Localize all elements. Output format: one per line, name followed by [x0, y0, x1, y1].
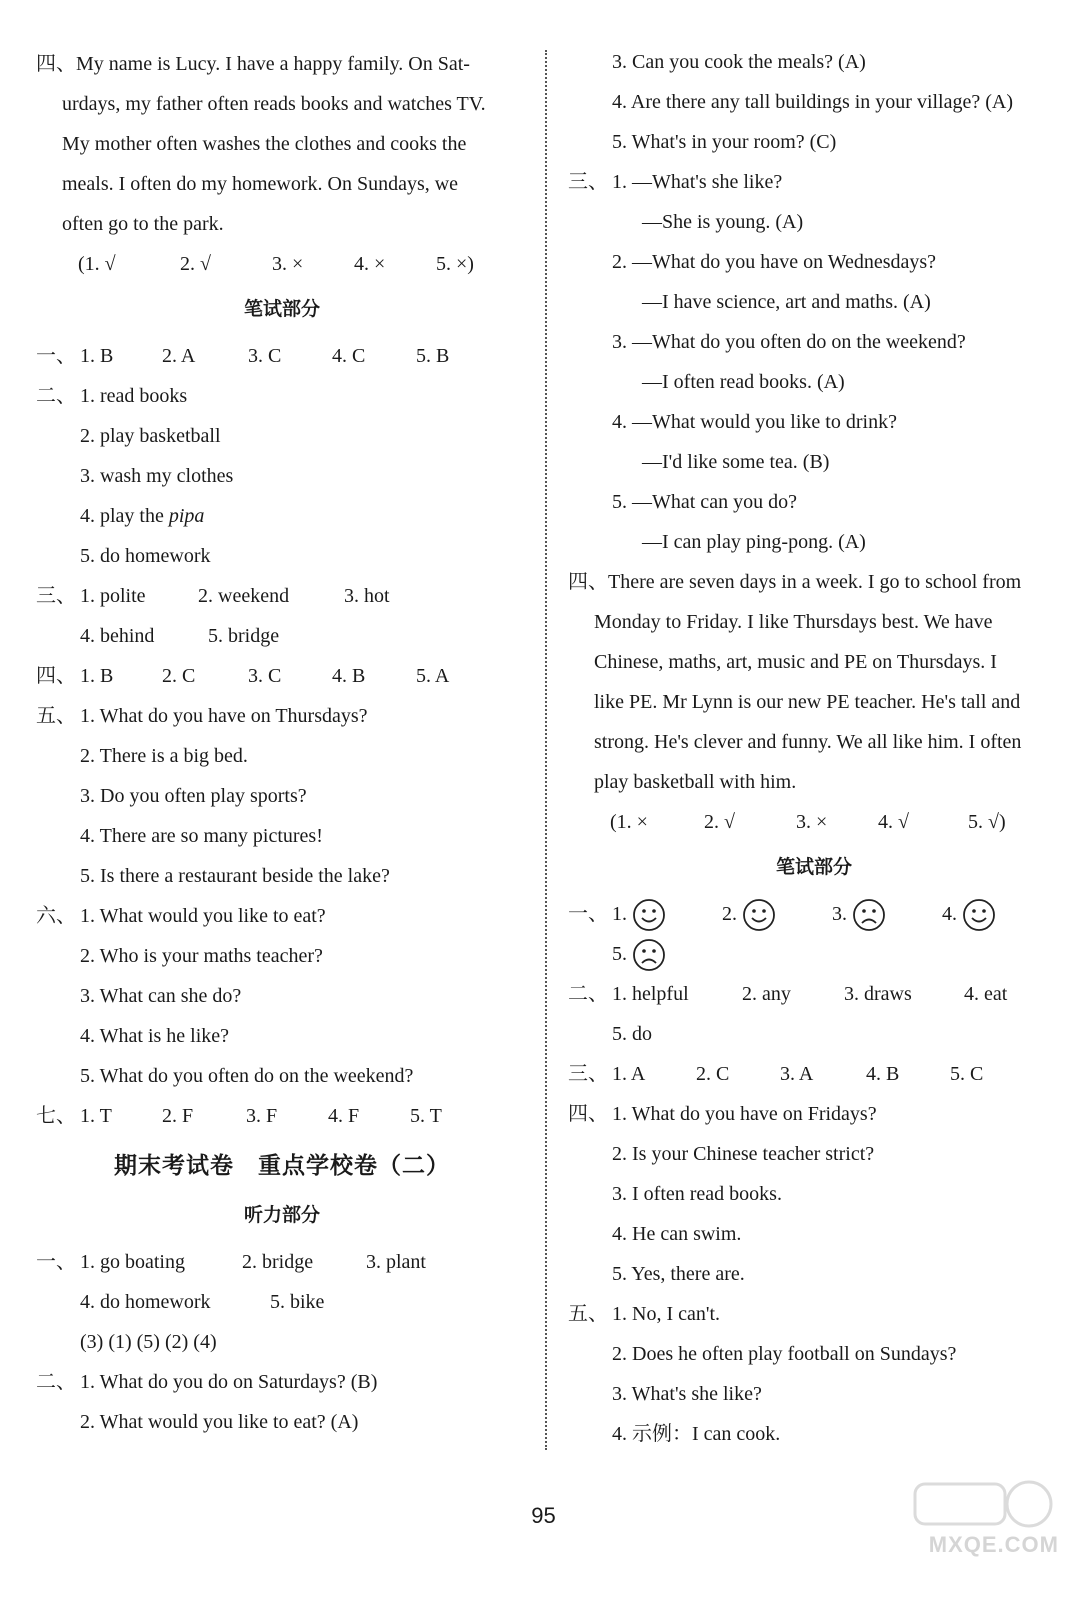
page-number: 95	[531, 1503, 556, 1528]
watermark-text: MXQE.COM	[928, 1532, 1059, 1557]
passage-line: urdays, my father often reads books and watches TV.	[62, 93, 486, 115]
section-label: 六、	[36, 905, 76, 927]
dialogue-line: 5. —What can you do?	[612, 491, 797, 513]
answer-item: 4. C	[332, 345, 366, 367]
answer-item: 3. What's she like?	[612, 1383, 762, 1405]
answer-item: 2. A	[162, 345, 196, 367]
passage-answers	[36, 244, 528, 284]
dialogue-line: —She is young. (A)	[642, 211, 804, 233]
listening-section-2	[36, 1362, 528, 1442]
answer-item: 1. A	[612, 1063, 646, 1085]
answer-item: 5. T	[410, 1105, 442, 1127]
answer-item: 2. What would you like to eat? (A)	[80, 1411, 359, 1433]
section-label: 三、	[36, 585, 76, 607]
answer-item: 3. Can you cook the meals? (A)	[612, 51, 866, 73]
answer-item: 3. plant	[366, 1251, 426, 1273]
answer-item: 4. √	[878, 811, 909, 833]
smiley-item	[612, 934, 666, 974]
passage-line: Monday to Friday. I like Thursdays best. We have	[594, 611, 993, 633]
answer-item: 4. B	[866, 1063, 900, 1085]
smiley-sad-icon	[632, 938, 666, 972]
answer-item: 5. Yes, there are.	[612, 1263, 745, 1285]
answer-item: 4. behind	[80, 625, 155, 647]
answer-row-1	[36, 336, 528, 376]
section-heading-listening: 听力部分	[243, 1204, 320, 1226]
item-number: 4.	[942, 903, 957, 925]
answer-item: (1. ×	[610, 811, 648, 833]
answer-item: 3. What can she do?	[80, 985, 242, 1007]
answer-item: 3. hot	[344, 585, 390, 607]
answer-item: 2. F	[162, 1105, 194, 1127]
answer-item: 2. Does he often play football on Sundays?	[612, 1343, 957, 1365]
passage-line: like PE. Mr Lynn is our new PE teacher. He's tall and	[594, 691, 1021, 713]
smiley-happy-icon	[962, 898, 996, 932]
answer-section-6	[36, 896, 528, 1096]
answer-item: 1. What do you have on Thursdays?	[80, 705, 368, 727]
answer-item: 5. Is there a restaurant beside the lake?	[80, 865, 390, 887]
answer-item: 5. ×)	[436, 253, 474, 275]
answer-section-3	[36, 576, 528, 656]
answer-item: 4. ×	[354, 253, 386, 275]
item-number: 2.	[722, 903, 737, 925]
smiley-sad-icon	[852, 898, 886, 932]
section-label: 七、	[36, 1105, 76, 1127]
dialogue-section	[568, 162, 1060, 562]
answer-text: 4. play the	[80, 505, 164, 527]
listening-section-1	[36, 1242, 528, 1362]
answer-section-4	[568, 1094, 1060, 1294]
smiley-item	[722, 894, 776, 934]
answer-item: 3. I often read books.	[612, 1183, 782, 1205]
passage-line: My mother often washes the clothes and cooks the	[62, 133, 467, 155]
watermark-emblem-icon	[909, 1476, 1059, 1536]
answer-item: 5. What's in your room? (C)	[612, 131, 837, 153]
answer-item: (1. √	[78, 253, 116, 275]
section-heading-written-2: 笔试部分	[775, 856, 852, 878]
section-label: 二、	[568, 983, 608, 1005]
answer-item: 1. What do you have on Fridays?	[612, 1103, 877, 1125]
answer-item: 2. C	[696, 1063, 730, 1085]
item-number: 3.	[832, 903, 847, 925]
answer-item: 2. √	[180, 253, 211, 275]
answer-item	[36, 496, 528, 536]
section-label: 四、	[568, 1103, 608, 1125]
answer-item: 5. B	[416, 345, 450, 367]
answer-item: 5. C	[950, 1063, 984, 1085]
dialogue-line: 1. —What's she like?	[612, 171, 783, 193]
section-heading-written: 笔试部分	[243, 298, 320, 320]
dialogue-line: —I'd like some tea. (B)	[642, 451, 830, 473]
section-label: 三、	[568, 1063, 608, 1085]
answer-item: 2. Who is your maths teacher?	[80, 945, 323, 967]
smiley-happy-icon	[742, 898, 776, 932]
answer-item: 4. There are so many pictures!	[80, 825, 323, 847]
answer-section-5	[36, 696, 528, 896]
dialogue-line: 4. —What would you like to drink?	[612, 411, 897, 433]
passage-line: meals. I often do my homework. On Sundays, we	[62, 173, 459, 195]
passage-answers	[568, 802, 1060, 842]
section-label: 四、	[36, 665, 76, 687]
italic-word: pipa	[168, 505, 205, 527]
answer-item: 4. 示例：I can cook.	[612, 1423, 781, 1445]
answer-item: 5. do	[612, 1023, 652, 1045]
answer-item: 3. A	[780, 1063, 814, 1085]
answer-item: 4. What is he like?	[80, 1025, 230, 1047]
answer-item: 4. eat	[964, 983, 1008, 1005]
passage-line: often go to the park.	[62, 213, 224, 235]
exam-title: 期末考试卷 重点学校卷（二）	[114, 1153, 450, 1179]
answer-item: 1. go boating	[80, 1251, 185, 1273]
answer-item: 1. read books	[80, 385, 188, 407]
answer-item: 2. C	[162, 665, 196, 687]
smiley-section	[568, 894, 1060, 974]
section-label: 五、	[568, 1303, 608, 1325]
section-label: 五、	[36, 705, 76, 727]
answer-item: 2. play basketball	[80, 425, 221, 447]
section-label: 一、	[568, 903, 608, 925]
word-section	[568, 974, 1060, 1054]
answer-item: 5. do homework	[80, 545, 211, 567]
smiley-item	[612, 894, 666, 934]
answer-item: 4. He can swim.	[612, 1223, 742, 1245]
smiley-item	[942, 894, 996, 934]
answer-row-3	[568, 1054, 1060, 1094]
passage-line: 四、My name is Lucy. I have a happy family. On Sat-	[36, 53, 470, 75]
answer-item: 1. polite	[80, 585, 146, 607]
answer-row-4	[36, 656, 528, 696]
answer-item: 1. No, I can't.	[612, 1303, 721, 1325]
answer-item: 1. B	[80, 345, 114, 367]
watermark-logo	[909, 1476, 1059, 1566]
answer-item: 4. Are there any tall buildings in your village? (A)	[612, 91, 1014, 113]
answer-section-5	[568, 1294, 1060, 1454]
item-number: 1.	[612, 903, 627, 925]
section-label: 二、	[36, 1371, 76, 1393]
section-label: 三、	[568, 171, 608, 193]
passage-line: strong. He's clever and funny. We all like him. I often	[594, 731, 1022, 753]
answer-item: 2. any	[742, 983, 791, 1005]
answer-item: 4. F	[328, 1105, 360, 1127]
dialogue-line: 2. —What do you have on Wednesdays?	[612, 251, 937, 273]
answer-item: 5. √)	[968, 811, 1006, 833]
answer-item: 4. B	[332, 665, 366, 687]
answer-item: 5. What do you often do on the weekend?	[80, 1065, 414, 1087]
reading-passage-2	[568, 562, 1060, 842]
item-number: 5.	[612, 943, 627, 965]
answer-item: 1. helpful	[612, 983, 689, 1005]
smiley-happy-icon	[632, 898, 666, 932]
answer-item: 5. bike	[270, 1291, 325, 1313]
passage-line: 四、There are seven days in a week. I go to school from	[568, 571, 1022, 593]
passage-line: play basketball with him.	[594, 771, 797, 793]
answer-item: 2. √	[704, 811, 735, 833]
answer-item: 2. There is a big bed.	[80, 745, 248, 767]
dialogue-line: 3. —What do you often do on the weekend?	[612, 331, 966, 353]
answer-item: 5. bridge	[208, 625, 280, 647]
answer-item: 1. T	[80, 1105, 112, 1127]
answer-item: 2. weekend	[198, 585, 290, 607]
answer-item: 3. Do you often play sports?	[80, 785, 307, 807]
answer-item: 2. Is your Chinese teacher strict?	[612, 1143, 875, 1165]
smiley-item	[832, 894, 886, 934]
right-column	[568, 42, 1060, 1454]
section-label: 一、	[36, 1251, 76, 1273]
answer-item: (3) (1) (5) (2) (4)	[80, 1331, 217, 1353]
answer-item: 3. draws	[844, 983, 912, 1005]
dialogue-line: —I often read books. (A)	[642, 371, 845, 393]
answer-item: 2. bridge	[242, 1251, 314, 1273]
column-divider	[545, 50, 547, 1450]
answer-row-7	[36, 1096, 528, 1136]
answer-item: 3. ×	[272, 253, 304, 275]
reading-passage-1	[36, 44, 528, 284]
answer-item: 1. What do you do on Saturdays? (B)	[80, 1371, 378, 1393]
answer-item: 1. What would you like to eat?	[80, 905, 326, 927]
answer-item: 3. C	[248, 345, 282, 367]
section-label: 二、	[36, 385, 76, 407]
answer-item: 3. C	[248, 665, 282, 687]
dialogue-line: —I can play ping-pong. (A)	[642, 531, 866, 553]
answer-item: 5. A	[416, 665, 450, 687]
section-label: 一、	[36, 345, 76, 367]
answer-item: 1. B	[80, 665, 114, 687]
answer-item: 3. F	[246, 1105, 278, 1127]
answer-item: 3. ×	[796, 811, 828, 833]
dialogue-line: —I have science, art and maths. (A)	[642, 291, 931, 313]
left-column	[36, 44, 528, 1442]
answer-section-2	[36, 376, 528, 576]
passage-line: Chinese, maths, art, music and PE on Thursdays. I	[594, 651, 997, 673]
answer-item: 3. wash my clothes	[80, 465, 234, 487]
answer-item: 4. do homework	[80, 1291, 211, 1313]
